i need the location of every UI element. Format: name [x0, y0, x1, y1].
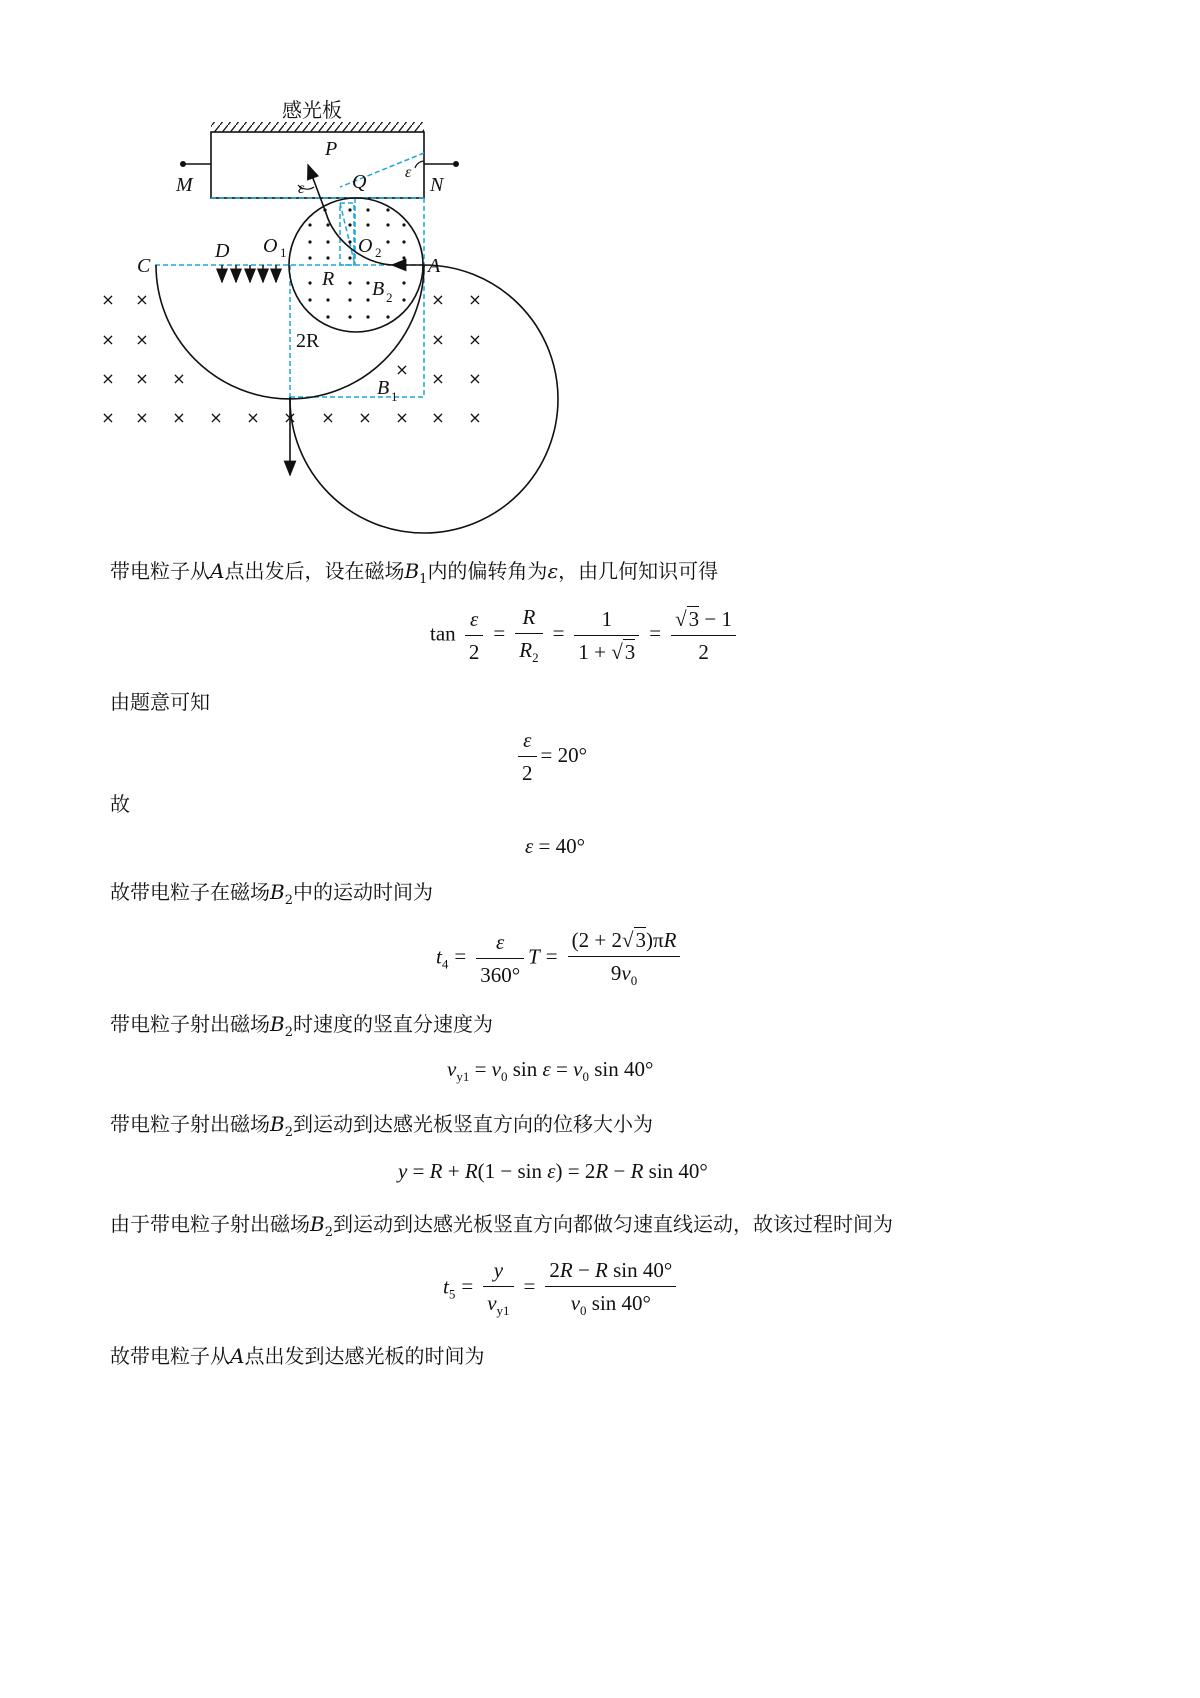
svg-text:×: ×	[468, 408, 482, 427]
svg-text:×: ×	[431, 369, 445, 388]
paragraph-7: 由于带电粒子射出磁场$B_2$到运动到达感光板竖直方向都做匀速直线运动，故该过程时间为	[110, 1212, 893, 1240]
svg-text:×: ×	[395, 408, 409, 427]
label-b2-sub: 2	[386, 290, 393, 305]
equation-eps: ε = 40°	[525, 834, 586, 858]
terminal-n	[453, 161, 459, 167]
svg-text:×: ×	[431, 408, 445, 427]
equation-vy1: $v_{y1} = v_0$ $\sin \varepsilon = v_0$ sin 40°	[447, 1057, 654, 1084]
label-b1-sub: 1	[391, 389, 398, 404]
label-eps-left: ε	[298, 180, 305, 197]
label-q: Q	[352, 171, 367, 193]
label-o2: O	[358, 235, 373, 257]
paragraph-6: 带电粒子射出磁场$B_2$到运动到达感光板竖直方向的位移大小为	[110, 1112, 653, 1140]
svg-text:×: ×	[101, 330, 115, 349]
svg-text:×: ×	[283, 408, 297, 427]
equation-tan: tan $\frac{\varepsilon}{2}$ = $\frac{R}{R_2}$ = $\frac{1}{1 + √3}$ = $\frac{√3 - 1}{2}$	[430, 605, 740, 666]
label-b2: B	[372, 278, 385, 300]
equation-t4: $t_4$ = $\frac{\varepsilon}{360^\circ}$ T = $\frac{(2 + 2√3)\pi R}{9v_0}$	[436, 928, 684, 989]
svg-text:×: ×	[101, 290, 115, 309]
plate-hatching	[211, 122, 424, 132]
label-p: P	[325, 138, 338, 160]
svg-text:×: ×	[135, 330, 149, 349]
paragraph-1: 带电粒子从A点出发后，设在磁场$B_1$内的偏转角为ε，由几何知识可得	[110, 559, 719, 587]
label-2r: 2R	[296, 330, 320, 352]
svg-text:×: ×	[468, 369, 482, 388]
paragraph-4: 故带电粒子在磁场$B_2$中的运动时间为	[110, 880, 433, 908]
svg-text:×: ×	[431, 330, 445, 349]
label-r: R	[322, 268, 335, 290]
label-m: M	[176, 174, 193, 196]
label-o1: O	[263, 235, 278, 257]
svg-text:×: ×	[431, 290, 445, 309]
svg-text:×: ×	[135, 369, 149, 388]
terminal-m	[180, 161, 186, 167]
svg-text:×: ×	[101, 369, 115, 388]
label-a: A	[428, 255, 441, 277]
equation-t5: $t_5$ = $\frac{y}{v_{y1}}$ = $\frac{\text{2R − R sin 40°}}{v_0 \sin 40^\circ}$	[443, 1258, 680, 1319]
label-n: N	[430, 174, 444, 196]
paragraph-5: 带电粒子射出磁场$B_2$时速度的竖直分速度为	[110, 1012, 493, 1040]
svg-text:×: ×	[101, 408, 115, 427]
svg-text:×: ×	[321, 408, 335, 427]
svg-text:×: ×	[395, 360, 409, 379]
svg-text:×: ×	[468, 330, 482, 349]
label-o2-sub: 2	[375, 245, 382, 260]
paragraph-3: 故	[110, 792, 130, 816]
equation-y: y = R + R(1 − sin ε) = 2R − R sin 40°	[398, 1159, 708, 1183]
angle-arc-right	[415, 161, 424, 168]
svg-text:×: ×	[468, 290, 482, 309]
svg-text:×: ×	[172, 408, 186, 427]
svg-text:×: ×	[209, 408, 223, 427]
svg-text:×: ×	[135, 290, 149, 309]
label-d: D	[215, 240, 230, 262]
paragraph-8: 故带电粒子从A点出发到达感光板的时间为	[110, 1344, 485, 1368]
label-o1-sub: 1	[280, 245, 287, 260]
svg-text:×: ×	[172, 369, 186, 388]
paragraph-2: 由题意可知	[110, 690, 210, 714]
label-b1: B	[377, 377, 390, 399]
d-arrows	[222, 265, 276, 282]
label-eps-right: ε	[405, 164, 412, 181]
physics-diagram	[100, 95, 570, 535]
label-plate: 感光板	[282, 98, 342, 122]
equation-half-eps: $\frac{\varepsilon}{2}$ = 20°	[514, 728, 587, 786]
svg-text:×: ×	[358, 408, 372, 427]
svg-text:×: ×	[135, 408, 149, 427]
label-c: C	[137, 255, 151, 277]
svg-text:×: ×	[246, 408, 260, 427]
